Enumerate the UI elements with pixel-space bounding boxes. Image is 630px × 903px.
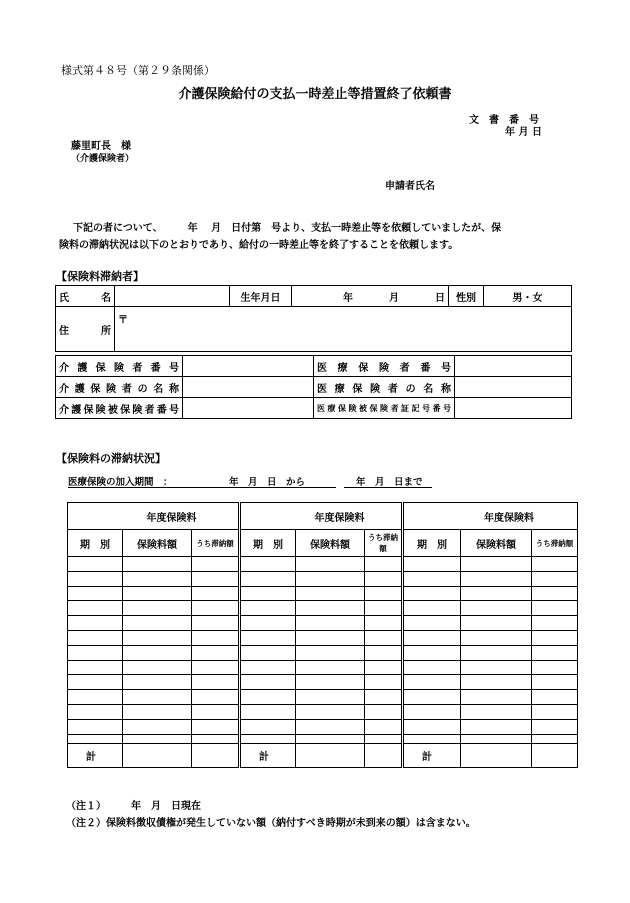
total-premium-cell[interactable]	[296, 743, 365, 767]
period-cell[interactable]	[68, 660, 123, 675]
unpaid-cell[interactable]	[365, 719, 402, 734]
address-field[interactable]	[115, 307, 572, 352]
iryo-insurer-number-label: 医療保険者番号	[314, 356, 455, 377]
coverage-period-to: 年 月 日まで	[356, 477, 423, 488]
arrears-table-1	[67, 502, 239, 768]
period-cell[interactable]	[404, 601, 461, 616]
unpaid-cell[interactable]	[532, 616, 578, 631]
unpaid-cell[interactable]	[365, 571, 402, 586]
spacer-cell	[68, 734, 123, 743]
body-text-line-1: 下記の者について、 年 月 日付第 号より、支払一時差止等を依頼していましたが、保	[73, 223, 502, 234]
period-cell[interactable]	[241, 719, 296, 734]
unpaid-cell[interactable]	[365, 601, 402, 616]
iryo-insurer-name-field[interactable]	[455, 377, 572, 398]
premium-cell[interactable]	[461, 630, 532, 645]
premium-cell[interactable]	[296, 557, 365, 572]
unpaid-cell[interactable]	[532, 557, 578, 572]
total-premium-cell[interactable]	[123, 743, 192, 767]
premium-cell[interactable]	[461, 675, 532, 690]
period-cell[interactable]	[241, 704, 296, 719]
period-cell[interactable]	[241, 690, 296, 705]
section-title-arrears: 【保険料の滞納状況】	[56, 452, 166, 465]
unpaid-cell[interactable]	[532, 586, 578, 601]
iryo-insurer-name-label: 医療保険者の名称	[314, 377, 455, 398]
premium-cell[interactable]	[461, 571, 532, 586]
column-period: 期 別	[404, 530, 461, 557]
premium-cell[interactable]	[123, 675, 192, 690]
unpaid-cell[interactable]	[532, 660, 578, 675]
birthdate-label-cell: 生年月日	[230, 286, 292, 307]
period-cell[interactable]	[241, 557, 296, 572]
period-cell[interactable]	[68, 645, 123, 660]
unpaid-cell[interactable]	[532, 690, 578, 705]
unpaid-cell[interactable]	[192, 557, 239, 572]
unpaid-cell[interactable]	[192, 601, 239, 616]
column-unpaid: うち滞納額	[365, 530, 402, 557]
period-cell[interactable]	[404, 690, 461, 705]
premium-cell[interactable]	[123, 557, 192, 572]
spacer-cell	[461, 734, 532, 743]
unpaid-cell[interactable]	[365, 616, 402, 631]
unpaid-cell[interactable]	[365, 690, 402, 705]
period-cell[interactable]	[404, 675, 461, 690]
premium-cell[interactable]	[296, 586, 365, 601]
unpaid-cell[interactable]	[192, 719, 239, 734]
kaigo-insured-number-field[interactable]	[183, 398, 314, 419]
kaigo-insurer-name-field[interactable]	[183, 377, 314, 398]
spacer-cell	[296, 734, 365, 743]
premium-cell[interactable]	[296, 645, 365, 660]
form-number: 様式第４８号（第２９条関係）	[61, 64, 215, 77]
unpaid-cell[interactable]	[365, 645, 402, 660]
premium-cell[interactable]	[296, 704, 365, 719]
birthdate-field[interactable]	[292, 286, 449, 307]
unpaid-cell[interactable]	[365, 660, 402, 675]
premium-cell[interactable]	[123, 719, 192, 734]
premium-cell[interactable]	[296, 719, 365, 734]
premium-cell[interactable]	[461, 601, 532, 616]
column-unpaid: うち滞納額	[192, 530, 239, 557]
coverage-period-label: 医療保険の加入期間 ：	[68, 477, 173, 488]
period-cell[interactable]	[404, 557, 461, 572]
period-cell[interactable]	[68, 704, 123, 719]
spacer-cell	[532, 734, 578, 743]
total-unpaid-cell[interactable]	[365, 743, 402, 767]
unpaid-cell[interactable]	[192, 571, 239, 586]
premium-cell[interactable]	[461, 690, 532, 705]
period-cell[interactable]	[68, 630, 123, 645]
unpaid-cell[interactable]	[192, 645, 239, 660]
unpaid-cell[interactable]	[365, 704, 402, 719]
unpaid-cell[interactable]	[192, 690, 239, 705]
period-cell[interactable]	[241, 601, 296, 616]
total-label: 計	[68, 743, 123, 767]
premium-cell[interactable]	[461, 586, 532, 601]
name-label-cell: 氏 名	[56, 286, 115, 307]
period-cell[interactable]	[404, 630, 461, 645]
premium-cell[interactable]	[123, 616, 192, 631]
unpaid-cell[interactable]	[532, 719, 578, 734]
period-cell[interactable]	[68, 719, 123, 734]
name-field[interactable]	[115, 286, 230, 307]
unpaid-cell[interactable]	[365, 675, 402, 690]
birth-month: 月	[389, 292, 399, 304]
note-1: （注１） 年 月 日現在	[66, 801, 201, 812]
column-period: 期 別	[241, 530, 296, 557]
arrears-table-3	[403, 502, 578, 768]
sex-field[interactable]: 男・女	[484, 286, 572, 307]
premium-cell[interactable]	[461, 704, 532, 719]
premium-cell[interactable]	[461, 616, 532, 631]
kaigo-insurer-number-label: 介護保険者番号	[56, 356, 183, 377]
birth-year: 年	[343, 292, 353, 304]
premium-cell[interactable]	[461, 557, 532, 572]
period-cell[interactable]	[241, 645, 296, 660]
unpaid-cell[interactable]	[192, 660, 239, 675]
unpaid-cell[interactable]	[532, 630, 578, 645]
total-label: 計	[404, 743, 461, 767]
spacer-cell	[241, 734, 296, 743]
delinquent-person-table	[55, 285, 572, 352]
section-title-delinquent: 【保険料滞納者】	[56, 270, 144, 283]
period-cell[interactable]	[68, 557, 123, 572]
premium-cell[interactable]	[296, 660, 365, 675]
spacer-cell	[404, 734, 461, 743]
period-cell[interactable]	[241, 571, 296, 586]
column-premium: 保険料額	[461, 530, 532, 557]
period-cell[interactable]	[68, 586, 123, 601]
unpaid-cell[interactable]	[192, 586, 239, 601]
total-premium-cell[interactable]	[461, 743, 532, 767]
premium-cell[interactable]	[296, 601, 365, 616]
period-cell[interactable]	[68, 601, 123, 616]
period-cell[interactable]	[404, 571, 461, 586]
premium-cell[interactable]	[461, 660, 532, 675]
kaigo-insurer-number-field[interactable]	[183, 356, 314, 377]
iryo-insurer-number-field[interactable]	[455, 356, 572, 377]
period-cell[interactable]	[68, 616, 123, 631]
unpaid-cell[interactable]	[365, 630, 402, 645]
fiscal-year-header: 年度保険料	[241, 503, 402, 530]
period-cell[interactable]	[404, 719, 461, 734]
unpaid-cell[interactable]	[532, 601, 578, 616]
period-cell[interactable]	[404, 616, 461, 631]
body-text-line-2: 険料の滞納状況は以下のとおりであり、給付の一時差止等を終了することを依頼します。	[59, 240, 459, 251]
unpaid-cell[interactable]	[532, 675, 578, 690]
unpaid-cell[interactable]	[532, 704, 578, 719]
premium-cell[interactable]	[296, 630, 365, 645]
postal-mark: 〒	[118, 315, 128, 326]
total-unpaid-cell[interactable]	[192, 743, 239, 767]
column-unpaid: うち滞納額	[532, 530, 578, 557]
document-number-label: 文 書 番 号	[469, 115, 539, 126]
unpaid-cell[interactable]	[532, 645, 578, 660]
premium-cell[interactable]	[461, 645, 532, 660]
total-unpaid-cell[interactable]	[532, 743, 578, 767]
premium-cell[interactable]	[296, 571, 365, 586]
period-cell[interactable]	[68, 690, 123, 705]
column-premium: 保険料額	[123, 530, 192, 557]
premium-cell[interactable]	[123, 645, 192, 660]
fiscal-year-header: 年度保険料	[68, 503, 239, 530]
period-cell[interactable]	[241, 660, 296, 675]
fiscal-year-header: 年度保険料	[404, 503, 578, 530]
unpaid-cell[interactable]	[192, 675, 239, 690]
unpaid-cell[interactable]	[192, 616, 239, 631]
period-cell[interactable]	[404, 586, 461, 601]
premium-cell[interactable]	[123, 690, 192, 705]
premium-cell[interactable]	[123, 571, 192, 586]
iryo-card-number-label: 医療保険被保険者証記号番号	[314, 398, 455, 419]
premium-cell[interactable]	[123, 660, 192, 675]
unpaid-cell[interactable]	[192, 704, 239, 719]
total-label: 計	[241, 743, 296, 767]
kaigo-insurer-name-label: 介護保険者の名称	[56, 377, 183, 398]
premium-cell[interactable]	[123, 601, 192, 616]
unpaid-cell[interactable]	[192, 630, 239, 645]
period-cell[interactable]	[241, 630, 296, 645]
address-label-cell: 住 所	[56, 307, 115, 352]
premium-cell[interactable]	[296, 616, 365, 631]
form-title: 介護保険給付の支払一時差止等措置終了依頼書	[178, 87, 452, 102]
period-cell[interactable]	[404, 645, 461, 660]
birth-day: 日	[435, 292, 445, 304]
premium-cell[interactable]	[461, 719, 532, 734]
premium-cell[interactable]	[123, 704, 192, 719]
coverage-period-from: 年 月 日 から	[229, 477, 306, 488]
spacer-cell	[365, 734, 402, 743]
insurance-info-table	[55, 355, 572, 419]
period-cell[interactable]	[241, 616, 296, 631]
premium-cell[interactable]	[123, 586, 192, 601]
premium-cell[interactable]	[296, 690, 365, 705]
kaigo-insured-number-label: 介護保険被保険者番号	[56, 398, 183, 419]
spacer-cell	[192, 734, 239, 743]
addressee: 藤里町長 様	[71, 141, 131, 152]
spacer-cell	[123, 734, 192, 743]
unpaid-cell[interactable]	[365, 586, 402, 601]
document-date-label: 年 月 日	[505, 127, 542, 138]
applicant-name-label: 申請者氏名	[385, 181, 435, 192]
premium-cell[interactable]	[123, 630, 192, 645]
arrears-table-2	[240, 502, 402, 768]
column-premium: 保険料額	[296, 530, 365, 557]
column-period: 期 別	[68, 530, 123, 557]
period-cell[interactable]	[68, 675, 123, 690]
iryo-card-number-field[interactable]	[455, 398, 572, 419]
premium-cell[interactable]	[296, 675, 365, 690]
sex-label-cell: 性別	[449, 286, 484, 307]
unpaid-cell[interactable]	[532, 571, 578, 586]
addressee-sub: （介護保険者）	[71, 154, 135, 164]
unpaid-cell[interactable]	[365, 557, 402, 572]
period-cell[interactable]	[404, 704, 461, 719]
period-cell[interactable]	[241, 586, 296, 601]
period-cell[interactable]	[404, 660, 461, 675]
period-cell[interactable]	[241, 675, 296, 690]
note-2: （注２）保険料徴収債権が発生していない額（納付すべき時期が未到来の額）は含まない。	[66, 818, 476, 829]
period-cell[interactable]	[68, 571, 123, 586]
